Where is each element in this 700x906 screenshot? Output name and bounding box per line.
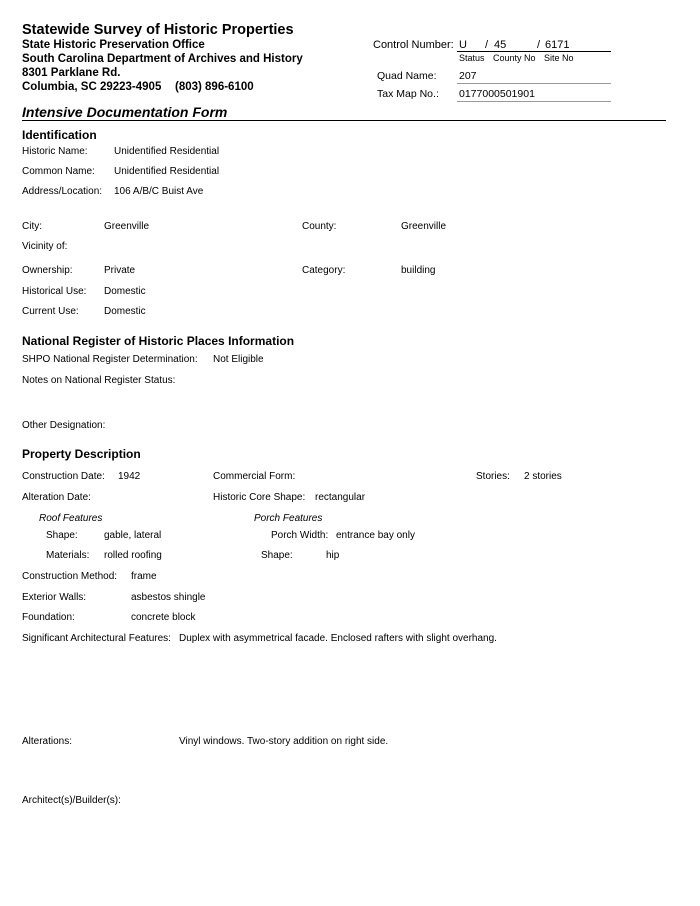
historical-use-label: Historical Use: [22,286,87,297]
control-site-value: 6171 [545,39,570,51]
common-name-label: Common Name: [22,166,95,177]
control-status-value: U [459,39,467,51]
control-county-value: 45 [494,39,507,51]
exterior-walls-value: asbestos shingle [131,592,206,603]
other-designation-label: Other Designation: [22,420,106,431]
construction-date-label: Construction Date: [22,471,105,482]
roof-shape-label: Shape: [46,530,78,541]
tax-map-label: Tax Map No.: [377,88,439,100]
county-label: County: [302,221,337,232]
office-name: State Historic Preservation Office [22,39,205,51]
stories-label: Stories: [476,471,510,482]
historic-core-shape-label: Historic Core Shape: [213,492,306,503]
porch-width-label: Porch Width: [271,530,329,541]
historic-name-label: Historic Name: [22,146,88,157]
porch-features-heading: Porch Features [254,513,323,524]
control-number-underline [457,51,611,52]
roof-materials-value: rolled roofing [104,550,162,561]
address-label: Address/Location: [22,186,103,197]
alterations-value: Vinyl windows. Two-story addition on right side. [179,736,389,747]
property-description-heading: Property Description [22,447,141,461]
foundation-value: concrete block [131,612,196,623]
shpo-determination-label: SHPO National Register Determination: [22,354,198,365]
control-separator-1: / [485,39,489,51]
control-separator-2: / [537,39,541,51]
alteration-date-label: Alteration Date: [22,492,91,503]
form-title-rule [22,120,666,121]
architect-builder-label: Architect(s)/Builder(s): [22,795,121,806]
roof-features-heading: Roof Features [39,513,103,524]
site-no-caption: Site No [544,53,574,63]
alterations-label: Alterations: [22,736,73,747]
quad-name-label: Quad Name: [377,70,437,82]
vicinity-label: Vicinity of: [22,241,68,252]
survey-title: Statewide Survey of Historic Properties [22,22,294,38]
commercial-form-label: Commercial Form: [213,471,296,482]
porch-shape-label: Shape: [261,550,293,561]
roof-shape-value: gable, lateral [104,530,162,541]
county-value: Greenville [401,221,447,232]
stories-value: 2 stories [524,471,562,482]
city-zip: Columbia, SC 29223-4905 [22,81,162,93]
ownership-label: Ownership: [22,265,73,276]
city-value: Greenville [104,221,150,232]
phone-number: (803) 896-6100 [175,81,254,93]
address-value: 106 A/B/C Buist Ave [114,186,204,197]
shpo-determination-value: Not Eligible [213,354,264,365]
county-no-caption: County No [493,53,536,63]
historic-core-shape-value: rectangular [315,492,366,503]
control-number-label: Control Number: [373,39,454,51]
city-label: City: [22,221,42,232]
significant-features-label: Significant Architectural Features: [22,633,171,644]
category-label: Category: [302,265,346,276]
current-use-value: Domestic [104,306,146,317]
quad-name-underline [457,83,611,84]
construction-method-label: Construction Method: [22,571,118,582]
current-use-label: Current Use: [22,306,79,317]
porch-shape-value: hip [326,550,340,561]
construction-date-value: 1942 [118,471,141,482]
ownership-value: Private [104,265,136,276]
foundation-label: Foundation: [22,612,75,623]
national-register-heading: National Register of Historic Places Information [22,334,295,348]
tax-map-underline [457,101,611,102]
department-name: South Carolina Department of Archives and History [22,53,303,65]
register-notes-label: Notes on National Register Status: [22,375,176,386]
quad-name-value: 207 [459,70,477,82]
category-value: building [401,265,436,276]
historical-use-value: Domestic [104,286,146,297]
street-address: 8301 Parklane Rd. [22,67,121,79]
form-title: Intensive Documentation Form [22,104,228,120]
significant-features-value: Duplex with asymmetrical facade. Enclosed rafters with slight overhang. [179,633,497,644]
historic-name-value: Unidentified Residential [114,146,220,157]
common-name-value: Unidentified Residential [114,166,220,177]
tax-map-value: 0177000501901 [459,88,535,100]
construction-method-value: frame [131,571,157,582]
exterior-walls-label: Exterior Walls: [22,592,87,603]
identification-heading: Identification [22,128,97,142]
status-caption: Status [459,53,485,63]
porch-width-value: entrance bay only [336,530,415,541]
roof-materials-label: Materials: [46,550,90,561]
